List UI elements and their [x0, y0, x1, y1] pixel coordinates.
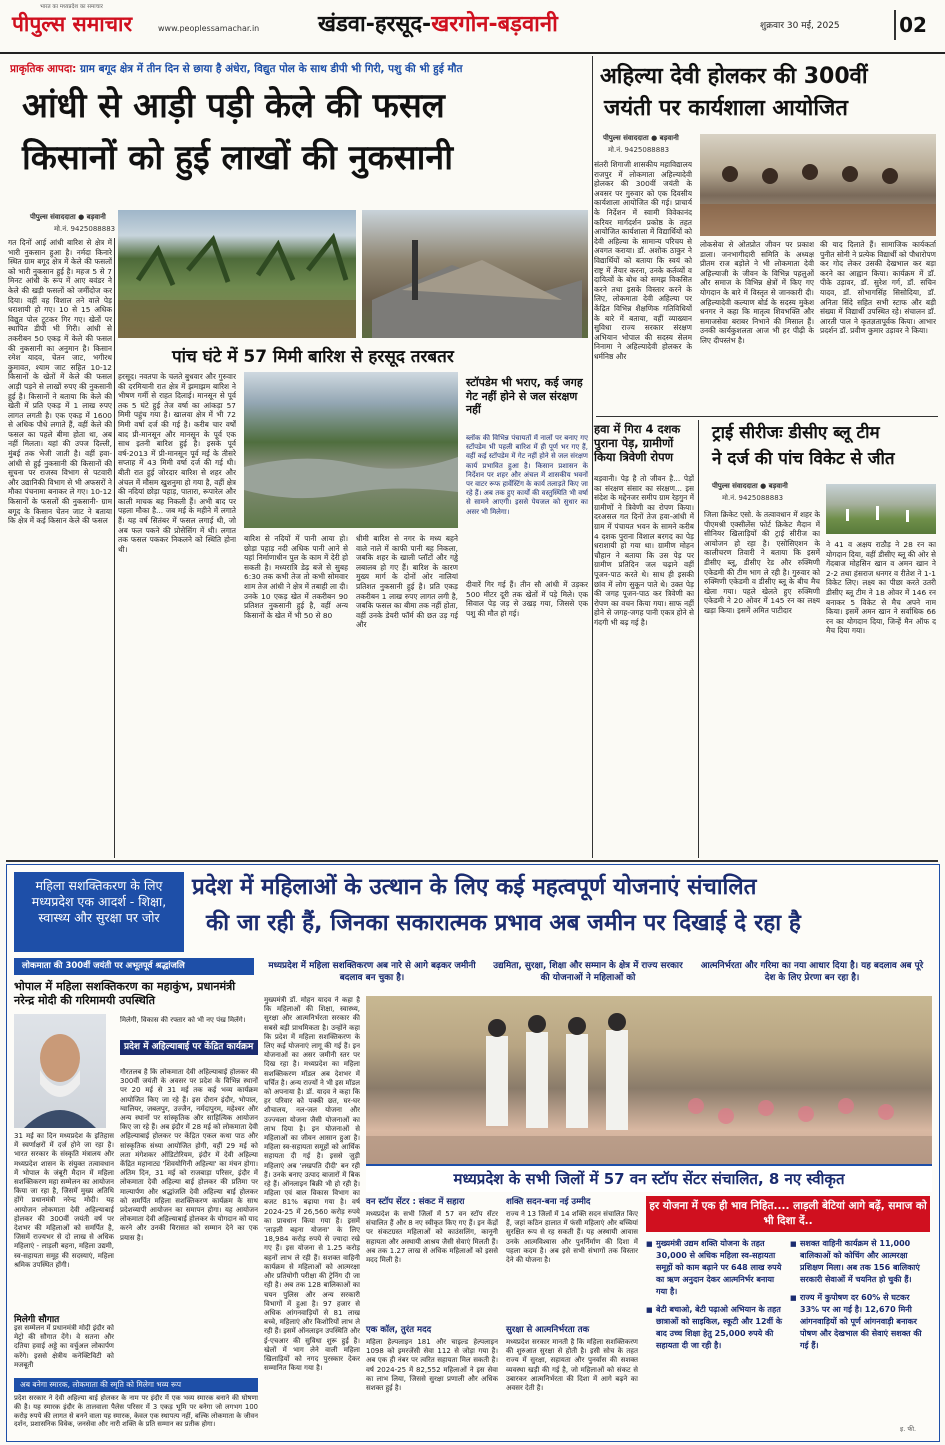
- shakti-text: राज्य ने 13 जिलों में 14 शक्ति सदन संचालित किए हैं, जहां कठिन हालात में फंसी महिलाएं और बच्चियां सुरक्षित रूप से रह सकती हैं। यह अस्थायी आवास उनके आत्मविश्वास और पुनर्निर्माण की दिशा में पहला कदम है। अब इसे सभी संभागों तक विस्तार देने की योजना है।: [506, 1210, 638, 1265]
- women-left-caption: 31 मई का दिन मध्यप्रदेश के इतिहास में स्वर्णाक्षरों में दर्ज होने जा रहा है। भारत सरकार के संस्कृति मंत्रालय और मध्यप्रदेश शासन के संयुक्त तत्वावधान में भोपाल के जंबूरी मैदान में महिला सशक्तिकरण महा सम्मेलन का आयोजन किया जा रहा है, जिसमें मुख्य अतिथि होंगे प्रधानमंत्री नरेन्द्र मोदी। यह आयोजन लोकमाता देवी अहिल्याबाई होलकर की 300वीं जयंती वर्ष पर देशभर की महिलाओं को समर्पित है, जिसमें राज्यभर से दो लाख से अधिक महिलाएं - लाड़ली बहना, महिला उद्यमी, स्व-सहायता समूह की सदस्याएं, महिला श्रमिक उपस्थित होंगी।: [14, 1132, 114, 1269]
- banana-plants-icon: [118, 210, 356, 338]
- section-name-a: खंडवा-हरसूद-: [318, 12, 432, 37]
- rain-col-2: बारिश से नदियों में पानी आया हो। छोड़ा पहाड़ नदी अधिक पानी आने से यहां निर्माणाधीन पुल के काम में देरी हो सकती है। मध्यरात्रि डेढ़ बजे से सुबह 6:30 तक कभी तेज तो कभी सोमवार शाम तेज आंधी ने क्षेत्र में तबाही ला दी। उनके 10 एकड़ खेत में तकरीबन 90 प्रतिशत नुकसानी हुई है, वहीं अन्य किसानों के खेत में भी 50 से 80: [244, 534, 348, 620]
- osc-text: मध्यप्रदेश के सभी जिलों में 57 वन स्टॉप सेंटर संचालित हैं और 8 नए स्वीकृत किए गए हैं। इन केंद्रों पर संकटग्रस्त महिलाओं को काउंसलिंग, कानूनी सहायता और अस्थायी आश्रय जैसी सेवाएं मिलती हैं। अब तक 1.27 लाख से अधिक महिलाओं को इससे मदद मिली है।: [366, 1210, 498, 1265]
- rain-col-4: दीवारें गिर गई हैं। तीन सौ आंधी में उड़कर 500 मीटर दूरी तक खेतों में पड़े मिले। एक सिवाल पेड़ जड़ से उखड़ गया, जिससे एक पशु की मौत हो गई।: [466, 580, 588, 618]
- indore-tag: अब बनेगा स्मारक, लोकमाता की स्मृति को मिलेगा भव्य रूप: [14, 1378, 258, 1392]
- women-headline-1: प्रदेश में महिलाओं के उत्थान के लिए कई महत्वपूर्ण योजनाएं संचालित: [192, 874, 757, 900]
- section-name-b: खरगोन-बड़वानी: [431, 12, 558, 37]
- cricket-phone: मो.नं. 9425088883: [722, 494, 784, 502]
- lead-headline-1: आंधी से आड़ी पड़ी केले की फसल: [22, 86, 445, 126]
- lead-headline-2: किसानों को हुई लाखों की नुकसानी: [22, 138, 454, 178]
- lead-phone: मो.नं. 9425088883: [54, 225, 116, 233]
- section-name: [318, 8, 558, 38]
- center-col-1: मुख्यमंत्री डॉ. मोहन यादव ने कहा है कि महिलाओं की शिक्षा, स्वास्थ्य, सुरक्षा और आत्मनिर्भरता सरकार की सबसे बड़ी प्राथमिकता है। उन्होंने कहा कि प्रदेश में महिला सशक्तिकरण के लिए कई योजनाएं लागू की गई हैं। इन योजनाओं का असर जमीनी स्तर पर दिख रहा है। मध्यप्रदेश का महिला सशक्तिकरण मॉडल अब देशभर में चर्चित है। अन्य राज्यों ने भी इस मॉडल को अपनाया है। डॉ. यादव ने कहा कि हर परिवार को पक्की छत, घर-घर शौचालय, नल-जल योजना और उज्ज्वला योजना जैसी योजनाओं का लाभ दिया है। इन योजनाओं से महिलाओं का जीवन आसान हुआ है। महिला स्व-सहायता समूहों को आर्थिक सहायता दी गई है। इससे जुड़ी महिलाएं अब 'लखपति दीदी' बन रही हैं। उनके बनाए उत्पाद बाजारों में बिक रहे हैं। ऑनलाइन बिक्री भी हो रही है। महिला एवं बाल विकास विभाग का बजट 81% बढ़ाया गया है। वर्ष 2024-25 में 26,560 करोड़ रुपये का प्रावधान किया गया है। इसमें 'लाड़ली बहना योजना' के लिए 18,984 करोड़ रुपये से ज्यादा रखे गए हैं। इस योजना से 1.25 करोड़ बहनों लाभ ले रही हैं। सशक्त वाहिनी कार्यक्रम से महिलाओं को आत्मरक्षा और प्रतियोगी परीक्षा की ट्रेनिंग दी जा रही है। अब तक 128 बालिकाओं का चयन पुलिस और अन्य सरकारी विभागों में हुआ है। 97 हजार से अधिक आंगनवाड़ियों से 81 लाख बच्चे, महिलाएं और किशोरियों लाभ ले रही हैं। इसमें ऑनलाइन उपस्थिति और ई-एचआर की सुविधा शुरू हुई है। खेलों में भाग लेने वाली महिला खिलाड़ियों को नगद पुरस्कार देकर सम्मानित किया गया है।: [264, 996, 360, 1373]
- prog-text: गौरतलब है कि लोकमाता देवी अहिल्याबाई होलकर की 300वीं जयंती के अवसर पर प्रदेश के विभिन्न स्थानों पर 20 मई से 31 मई तक कई भव्य कार्यक्रम आयोजित किए जा रहे हैं। इस दौरान इंदौर, भोपाल, ग्वालियर, जबलपुर, उज्जैन, नर्मदापुरम, महेश्वर और अन्य स्थानों पर सांस्कृतिक और साहित्यिक आयोजन किए जा रहे हैं। अब इंदौर में 28 मई को लोकमाता देवी अहिल्याबाई होलकर पर केंद्रित एकल कथा पाठ और सांस्कृतिक संध्या आयोजित होगी, वहीं 29 मई को लता मंगेशकर ऑडिटोरियम, इंदौर में देवी अहिल्या केंद्रित महानाट्य 'शिवयोगिनी अहिल्या' का मंचन होगा। अंतिम दिन, 31 मई को राजबाड़ा परिसर, इंदौर में लोकमाता देवी अहिल्या बाई होलकर की प्रतिमा पर माल्यार्पण और श्रद्धांजलि देवी अहिल्या बाई होलकर को समर्पित महिला सशक्तिकरण कार्यक्रम के साथ प्रदेशव्यापी आयोजन का समापन होगा। यह आयोजन लोकमाता देवी अहिल्याबाई होलकर के योगदान को याद करने और उनकी विरासत को सम्मान देने का एक प्रयास है।: [120, 1068, 258, 1242]
- tree-text: बड़वानी। पेड़ है तो जीवन है... पेड़ों का संरक्षण संसार का संरक्षण... इस संदेश के मद्देनजर समीप ग्राम रेहगुन में ग्रामीणों ने त्रिवेणी का रोपण किया। दरअसल गत दिनों तेज हवा-आंधी में ग्राम में पंचायत भवन के सामने करीब 4 दशक पुराना विशाल बरगद का पेड़ धराशायी हो गया था। ग्रामीण मोहन चौहान ने बताया कि उस पेड़ पर ग्रामीण प्रतिदिन जल चढ़ाने वहीं पूजन-पाठ करते थे। साथ ही इसकी छांव में लोग सुकून पाते थे। उक्त पेड़ की जगह पूजन-पाठ कर त्रिवेणी का रोपण का वचन किया गया। साफ नहीं होने से जगह-जगह पानी एकत्र होने से गंदगी भी बढ़ गई है।: [594, 474, 694, 627]
- lead-kicker-text: ग्राम बगूद क्षेत्र में तीन दिन से छाया है अंधेरा, विद्युत पोल के साथ डीपी भी गिरी, पशु की भी हुई मौत: [80, 63, 463, 75]
- bhopal-headline: भोपाल में महिला सशक्तिकरण का महाकुंभ, प्रधानमंत्री नरेन्द्र मोदी की गरिमामयी उपस्थिति: [14, 980, 236, 1007]
- masthead-logo: पीपुल्स समाचार: [12, 11, 133, 36]
- ahilya-col-2: लोकसेवा से ओतप्रोत जीवन पर प्रकाश डाला। जनभागीदारी समिति के अध्यक्ष प्रीतम राज बड़ोले ने भी लोकमाता देवी अहिल्याजी के जीवन के विभिन्न पहलुओं और समाज के विभिन्न क्षेत्रों में किए गए योगदान के बारे में विस्तृत से जानकारी दी। अहिल्यादेवी कल्याण बोर्ड के सदस्य मुकेश धनगर ने कहा कि मातृत्व शिवभक्ति और समाजसेवा बराबर निभाने की मिसाल हैं। उनकी कार्यकुशलता आज भी हर पीढ़ी के लिए दीपस्तंभ है।: [700, 240, 814, 345]
- rain-headline: पांच घंटे में 57 मिमी बारिश से हरसूद तरबतर: [172, 347, 454, 367]
- bullet-item: ■ मुख्यमंत्री उद्यम शक्ति योजना के तहत 30,000 से अधिक महिला स्व-सहायता समूहों को काम बढ़ाने पर 648 लाख रुपये का ऋण अनुदान देकर आत्मनिर्भर बनाया गया है।: [646, 1238, 784, 1298]
- lead-kicker-label: प्राकृतिक आपदा:: [10, 63, 77, 75]
- collapsed-roof-icon: [362, 210, 588, 338]
- ahilya-byline: पीपुल्स संवाददाता ● बड़वानी: [603, 134, 679, 142]
- pm-portrait: [14, 1014, 106, 1128]
- masthead: [0, 0, 945, 54]
- workshop-photo: [700, 134, 936, 236]
- mid-top-text: मिलेगी, विकास की रफ्तार को भी नए पंख मिलेंगे।: [120, 1016, 246, 1024]
- ahilya-phone: मो.नं. 9425088883: [608, 146, 670, 154]
- stopdam-headline: स्टॉपडेम भी भराए, कई जगह गेट नहीं होने से जल संरक्षण नहीं: [466, 376, 583, 416]
- tree-headline: हवा में गिरा 4 दशक पुराना पेड़, ग्रामीणों किया त्रिवेणी रोपण: [594, 422, 681, 464]
- bullet-item: ■ राज्य में कुपोषण दर 60% से घटकर 33% पर आ गई है। 12,670 मिनी आंगनवाड़ियों को पूर्ण आंगनवाड़ी बनाकर पोषण और देखभाल की सेवाएं सशक्त की गई हैं।: [790, 1292, 930, 1352]
- strip-1: मध्यप्रदेश में महिला सशक्तिकरण अब नारे से आगे बढ़कर जमीनी बदलाव बन चुका है।: [268, 961, 476, 983]
- bullets-right: [790, 1238, 930, 1358]
- lead-body: गत दिनों आई आंधी बारिश से क्षेत्र में भारी नुकसान हुआ है। नर्मदा किनारे स्थित ग्राम बगूद क्षेत्र में केले की फसलों को भारी नुकसान हुई है। महज 5 से 7 मिनट आंधी के रूप में आए बवंडर ने केले की खड़ी फसलों को जमींदोज कर दिया। वहीं वह विशाल तने वाले पेड़ धराशायी हो गए। 10 से 15 अधिक विद्युत पोल टूटकर गिर गए। खेतों पर स्थापित डीपी भी गिरी। आंधी से तकरीबन 50 एकड़ में केले की फसल की नुकसानी का अनुमान है। किसान रमेश यादव, चेतन जाट, भगीरथ कुमावत, श्याम जाट सहित 10-12 किसानों के खेतों में केले की फसल आड़ी पड़ने से लाखों रुपए की नुकसानी हुई है। किसानों ने बताया कि केले की खेती में प्रति एकड़ में 1 लाख रुपए लागत लगती है। एक एकड़ में 1600 से अधिक पौधे लगाते हैं, वहीं केले की फसल का पहले बीमा होता था, अब नहीं मिलता। यहां की उपज दिल्ली, मुंबई तक भेजी जाती है। वहीं हवा-आंधी से हुई नुकसानी की किसानों की सूचना पर राजस्व विभाग से पटवारी और उद्यानिकी विभाग से भी अफसरों ने मौका पंचनामा बनाकर ले गए। 10-12 किसानों के फसलों की नुकसानी- ग्राम बगूद के किसान चेतन जाट ने बताया कि क्षेत्र में कई किसान केले की फसल: [8, 238, 112, 526]
- river-icon: [244, 372, 458, 528]
- indore-text: प्रदेश सरकार ने देवी अहिल्या बाई होलकर के नाम पर इंदौर में एक भव्य स्मारक बनाने की घोषणा की है। यह स्मारक इंदौर के तालवाला पैलेस परिसर में 3 एकड़ भूमि पर बनेगा जो लगभग 100 करोड़ रुपये की लागत से बनने वाला यह स्मारक, केवल एक स्थापत्य नहीं, बल्कि लोकमाता के जीवन दर्शन, प्रशासनिक विवेक, जनसेवा और नारी शक्ति के प्रति सम्मान का प्रतीक होगा।: [14, 1394, 258, 1429]
- cricket-col-1: जिला क्रिकेट एसो. के तत्वावधान में शहर के पीएमश्री एक्सीलेंस फोर्ट क्रिकेट मैदान में सीनियर खिलाड़ियों की ट्राई सीरीज का आयोजन हो रहा है। एसोसिएशन के कालीचरण तिवारी ने बताया कि इसमें डीसीए ब्लू, डीसीए रेड और रुक्मिणी एकेडमी की टीम भाग ले रही है। गुरुवार को रुक्मिणी एकेडमी व डीसीए ब्लू के बीच मैच खेला गया। पहले खेलते हुए रुक्मिणी एकेडमी ने 20 ओवर में 145 रन का लक्ष्य खड़ा किया। इसमें अमित पाटीदार: [704, 510, 820, 615]
- person-portrait-icon: [14, 1014, 106, 1128]
- cricket-headline-1: ट्राई सीरीजः डीसीए ब्लू टीम: [712, 423, 880, 443]
- women-headline-2: की जा रही हैं, जिनका सकारात्मक प्रभाव अब जमीन पर दिखाई दे रहा है: [206, 910, 801, 936]
- call-text: महिला हेल्पलाइन 181 और चाइल्ड हेल्पलाइन 1098 को इमरजेंसी सेवा 112 से जोड़ा गया है। अब एक ही नंबर पर त्वरित सहायता मिल सकती है। वर्ष 2024-25 में 82,552 महिलाओं ने इस सेवा का लाभ लिया, जिससे सुरक्षा प्रणाली और अधिक सशक्त हुई है।: [366, 1338, 498, 1393]
- divider-v-3: [698, 420, 699, 858]
- cricket-col-2: ने 41 व अक्षय राठौड़ ने 28 रन का योगदान दिया, वहीं डीसीए ब्लू की ओर से गेंदबाज मोहसिन खान व अमन खान ने 2-2 तथा हंसराज धनगर व रीतेश ने 1-1 विकेट लिए। लक्ष्य का पीछा करते उतरी डीसीए ब्लू टीम ने 18 ओवर में 146 रन बनाकर 5 विकेट से मैच अपने नाम किया। इसमें अमन खान ने सर्वाधिक 66 रन का योगदान दिया, जिन्हें मैन ऑफ द मैच दिया गया।: [826, 540, 936, 636]
- ladli-box: हर योजना में एक ही भाव निहित.... लाड़ली बेटियां आगे बढ़ें, समाज को भी दिशा दें..: [646, 1196, 930, 1232]
- shakti-headline: शक्ति सदन-बना नई उम्मीद: [506, 1197, 591, 1207]
- ahilya-headline-1: अहिल्या देवी होलकर की 300वीं: [600, 64, 868, 89]
- cricket-match-photo: [826, 484, 936, 534]
- cricket-byline: पीपुल्स संवाददाता ● बड़वानी: [712, 482, 788, 490]
- page-number: 02: [894, 10, 930, 40]
- event-photo: [366, 996, 932, 1164]
- bullet-item: ■ सशक्त वाहिनी कार्यक्रम से 11,000 बालिकाओं को कोचिंग और आत्मरक्षा प्रशिक्षण मिला। अब तक 156 बालिकाएं सरकारी सेवाओं में चयनित हो चुकी हैं।: [790, 1238, 930, 1286]
- flooded-river-photo: [244, 372, 458, 528]
- bullet-item: ■ बेटी बचाओ, बेटी पढ़ाओ अभियान के तहत छात्राओं को साइकिल, स्कूटी और 12वीं के बाद उच्च शिक्षा हेतु 25,000 रुपये की सहायता दी जा रही है।: [646, 1304, 784, 1352]
- ahilya-col-3: की याद दिलाते हैं। सामाजिक कार्यकर्ता पुनीत सोनी ने प्रत्येक विद्यार्थी को पौधारोपण कर गोद लेकर उसकी देखभाल कर बड़ा करने का आह्वान किया। कार्यक्रम में डॉ. पीके उड़ावर, डॉ. सुरेश गर्ग, डॉ. सचिन यादव, डॉ. सोभागसिंह सिसोदिया, डॉ. अनिता सिंदे सहित सभी स्टाफ और बड़ी संख्या में विद्यार्थी उपस्थित रहे। संचालन डॉ. आरती पाल ने कृतज्ञतापूर्वक किया। आभार प्रदर्शन डॉ. प्रवीण कुमार उड़ावर ने किया।: [820, 240, 936, 336]
- divider-h-2: [6, 860, 938, 862]
- suraksha-text: मध्यप्रदेश सरकार मानती है कि महिला सशक्तिकरण की शुरुआत सुरक्षा से होती है। इसी सोच के तहत राज्य में सुरक्षा, सहायता और पुनर्वास की सशक्त व्यवस्था खड़ी की गई है, जो महिलाओं को संकट से उबारकर आत्मनिर्भरता की दिशा में आगे बढ़ने का अवसर देती है।: [506, 1338, 638, 1393]
- stopdam-text: ब्लॉक की विभिन्न पंचायतों में नालों पर बनाए गए स्टॉपडेम भी पहली बारिश में ही पूर्ण भर गए हैं, वहीं कई स्टॉपडेम में गेट नहीं होने से जल संरक्षण कार्य प्रभावित हुआ है। किसान प्रशासन के निर्देशन पर शहर और अंचल में शासकीय भवनों पर वाटर रूफ हार्वेस्टिंग के कार्य तलाड़ते किए जा रहे हैं। अब तक हुए कार्यों की वस्तुस्थिति भी वर्षा से सामने आएगी। इससे पेयजल को सुधार का असर भी मिलेगा।: [466, 434, 588, 516]
- ahilya-headline-2: जयंती पर कार्यशाला आयोजित: [604, 96, 848, 121]
- lead-kicker: [10, 62, 590, 76]
- women-box: महिला सशक्तिकरण के लिए मध्यप्रदेश एक आदर्श - शिक्षा, स्वास्थ्य और सुरक्षा पर जोर: [14, 872, 184, 952]
- tribute-tag: लोकमाता की 300वीं जयंती पर अभूतपूर्व श्रद्धांजलि: [14, 958, 254, 975]
- divider-v-1: [592, 56, 593, 858]
- osc-headline: वन स्टॉप सेंटर : संकट में सहारा: [366, 1197, 465, 1207]
- damaged-house-photo: [362, 210, 588, 338]
- masthead-date: शुक्रवार 30 मई, 2025: [760, 21, 840, 31]
- caption-bar: मध्यप्रदेश के सभी जिलों में 57 वन स्टॉप सेंटर संचालित, 8 नए स्वीकृत: [366, 1164, 932, 1192]
- suraksha-headline: सुरक्षा से आत्मनिर्भरता तक: [506, 1325, 590, 1335]
- gift-text: इस सम्मेलन में प्रधानमंत्री मोदी इंदौर को मेट्रो की सौगात देंगे। वे सतना और दतिया हवाई अड्डे का वर्चुअल लोकार्पण करेंगे। इससे क्षेत्रीय कनेक्टिविटी को मजबूती: [14, 1324, 114, 1369]
- call-headline: एक कॉल, तुरंत मदद: [366, 1325, 432, 1335]
- bullets-left: [646, 1238, 784, 1358]
- strip-3: आत्मनिर्भरता और गरिमा का नया आधार दिया है। यह बदलाव अब पूरे देश के लिए प्रेरणा बन रहा है।: [700, 961, 924, 983]
- lead-byline: पीपुल्स संवाददाता ● बड़वानी: [30, 213, 106, 221]
- banana-field-photo: [118, 210, 356, 338]
- footnote: इ. फी.: [900, 1425, 917, 1433]
- divider-h-1: [596, 416, 938, 417]
- strip-2: उद्यमिता, सुरक्षा, शिक्षा और सम्मान के क्षेत्र में राज्य सरकार की योजनाओं ने महिलाओं को: [493, 961, 683, 983]
- students-icon: [700, 134, 936, 236]
- event-crowd-icon: [366, 996, 932, 1164]
- rain-col-3: धीमी बारिश से नगर के मध्य बहने वाले नाले में काफी पानी बह निकला, जबकि शहर के खाली प्लॉटों और गड्ढे लबालब हो गए हैं। बारिश के कारण मुख्य मार्ग के दोनों ओर नालियां प्रतिशत नुकसानी हुई है। प्रति एकड़ तकरीबन 1 लाख रुपए लागत लगी है, जबकि फसल का बीमा तक नहीं होता, वहीं उनके डेयरी फॉर्म की छत उड़ गई और: [356, 534, 458, 630]
- prog-headline: प्रदेश में अहिल्याबाई पर केंद्रित कार्यक्रम: [120, 1040, 258, 1055]
- rain-col-1: हरसूद। नवतपा के चलते बुधवार और गुरुवार की दरमियानी रात क्षेत्र में झमाझम बारिश ने भीषण गर्मी से राहत दिलाई। मानसून से पूर्व तक 5 घंटे हुई तेज वर्षा का आंकड़ा 57 मिमी पहुंच गया है। खालवा क्षेत्र में भी 72 मिमी वर्षा दर्ज की गई है। करीब चार वर्षों बाद प्री-मानसून और मानसून के पूर्व एक साथ इतनी बारिश हुई है। इसके पूर्व वर्ष-2013 में प्री-मानसून पूर्व मई के तीसरे सप्ताह में 43 मिमी वर्षा दर्ज की गई थी। बीती रात हुई जोरदार बारिश से शहर और अंचल में मौसम खुशनुमा हो गया है, वहीं क्षेत्र की नदियां छोड़ा पहाड़, पातारा, रूपारेल और काली माचक बह निकली हैं। अभी बाद पर पहला मौका है... जब मई के महीने में लगाते हैं। यह वर्ष सितंबर में फसल लगाई थी, जो अब फल पकने की प्रोसेसिंग में थी। लगात तक फसल पककर निकलने को स्थिति होना थी।: [118, 372, 236, 554]
- gift-headline: मिलेगी सौगात: [14, 1315, 60, 1325]
- ahilya-col-1: संतरी शिगाजी शासकीय महाविद्यालय राजपुर में लोकमाता अहिल्यादेवी होलकर की 300वीं जयंती के अवसर पर गुरुवार को एक दिवसीय कार्यशाला आयोजित की गई। प्राचार्य के निर्देशन में स्वामी विवेकानंद करियर मार्गदर्शन प्रकोष्ठ के तहत आयोजित कार्यशाला में विद्यार्थियों को देवी अहिल्या के सामान्य परिचय से अवगत कराया। डॉ. अशोक ठाकुर ने विद्यार्थियों को बताया कि स्वयं को राष्ट्र में तैयार करना, उनके कर्तव्यों व दायित्वों के बोध को समझ विकसित करने तथा इसके विस्तार करने के लिए, लोकमाता देवी अहिल्या पर केंद्रित विभिन्न शैक्षणिक गतिविधियों के बारे में बताया, वहीं व्याख्यान सुविधा राज्य सरकार संरक्षण अभियान भोपाल की सदस्य सेलम निनामा ने अहिल्यादेवी होलकर के धर्मनिष्ठ और: [594, 160, 692, 361]
- divider-v-2: [114, 238, 115, 858]
- masthead-tagline: भारत का मध्यप्रदेश का समाचार: [40, 4, 103, 10]
- players-icon: [826, 484, 936, 534]
- masthead-website: www.peoplessamachar.in: [158, 24, 260, 33]
- cricket-headline-2: ने दर्ज की पांच विकेट से जीत: [712, 449, 895, 469]
